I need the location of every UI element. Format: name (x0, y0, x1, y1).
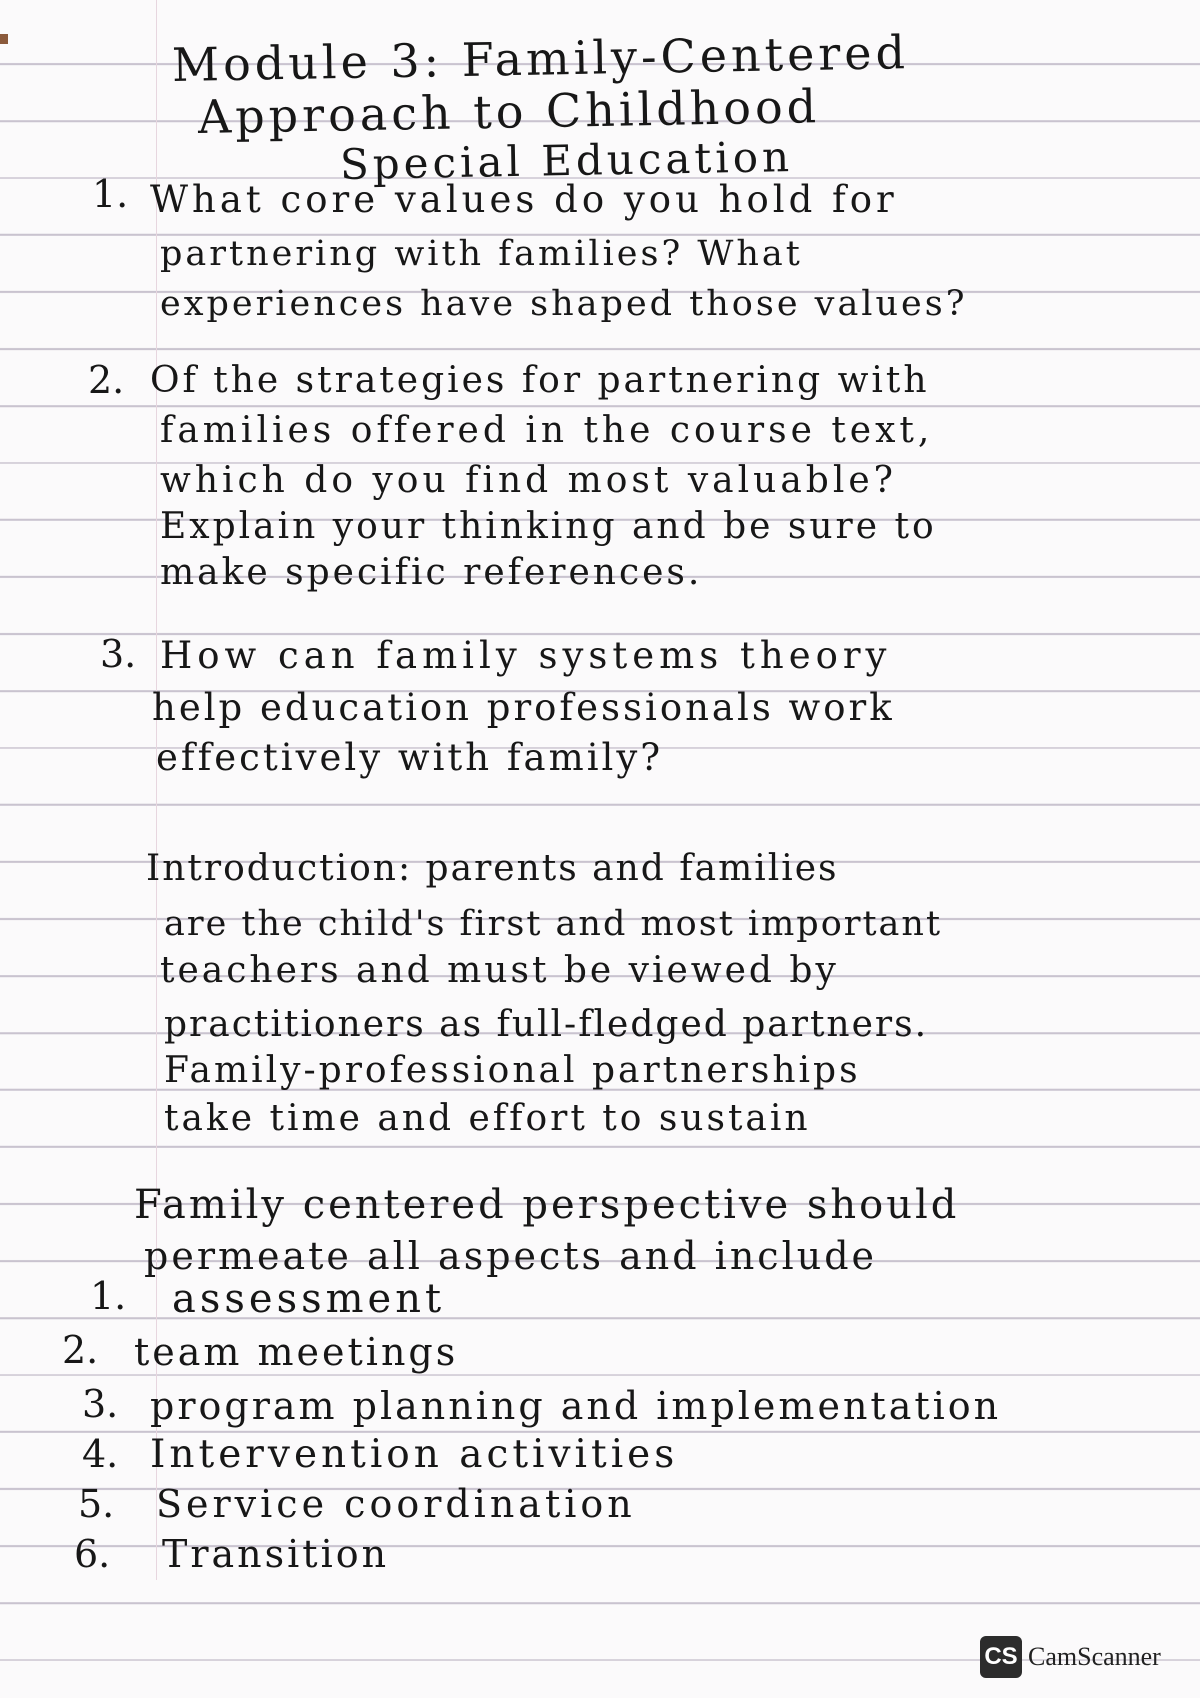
title-line-3: Special Education (339, 132, 794, 189)
introduction-line-6: take time and effort to sustain (164, 1098, 811, 1139)
list-item-6-label: Transition (162, 1532, 390, 1576)
question-1-line-2: partnering with families? What (160, 234, 803, 274)
question-1-line-3: experiences have shaped those values? (160, 284, 968, 324)
introduction-line-5: Family-professional partnerships (164, 1050, 861, 1091)
list-item-4-number: 4. (82, 1432, 119, 1476)
list-item-4-label: Intervention activities (150, 1432, 679, 1477)
question-3-line-2: help education professionals work (152, 686, 895, 729)
list-item-3-number: 3. (82, 1382, 119, 1426)
question-2-number: 2. (88, 358, 125, 402)
list-item-3-label: program planning and implementation (150, 1384, 1002, 1428)
camscanner-watermark (980, 1636, 1161, 1678)
list-item-1-label: assessment (172, 1276, 446, 1322)
question-2-line-5: make specific references. (160, 552, 703, 593)
list-item-5-number: 5. (78, 1482, 115, 1526)
list-item-2-label: team meetings (134, 1330, 459, 1374)
introduction-line-2: are the child's first and most important (164, 904, 943, 944)
corner-mark (0, 34, 8, 44)
list-item-5-label: Service coordination (156, 1482, 636, 1526)
question-2-line-2: families offered in the course text, (160, 410, 934, 451)
question-1-number: 1. (92, 172, 129, 216)
list-item-1-number: 1. (90, 1274, 127, 1318)
question-2-line-1: Of the strategies for partnering with (150, 360, 930, 401)
list-item-6-number: 6. (74, 1532, 111, 1576)
question-2-line-4: Explain your thinking and be sure to (160, 506, 937, 547)
question-3-number: 3. (100, 632, 137, 676)
introduction-line-3: teachers and must be viewed by (160, 950, 839, 991)
title-line-2: Approach to Childhood (197, 79, 821, 144)
perspective-line-2: permeate all aspects and include (144, 1234, 878, 1278)
question-2-line-3: which do you find most valuable? (160, 460, 897, 501)
list-item-2-number: 2. (62, 1328, 99, 1372)
introduction-line-4: practitioners as full-fledged partners. (164, 1004, 929, 1045)
question-1-line-1: What core values do you hold for (150, 178, 898, 221)
camscanner-label: CamScanner (1028, 1642, 1161, 1671)
question-3-line-3: effectively with family? (156, 736, 664, 779)
camscanner-logo-icon: CS (980, 1636, 1022, 1678)
question-3-line-1: How can family systems theory (160, 634, 892, 677)
title-line-1: Module 3: Family-Centered (171, 25, 910, 92)
introduction-line-1: Introduction: parents and families (146, 848, 839, 889)
perspective-line-1: Family centered perspective should (134, 1182, 960, 1228)
